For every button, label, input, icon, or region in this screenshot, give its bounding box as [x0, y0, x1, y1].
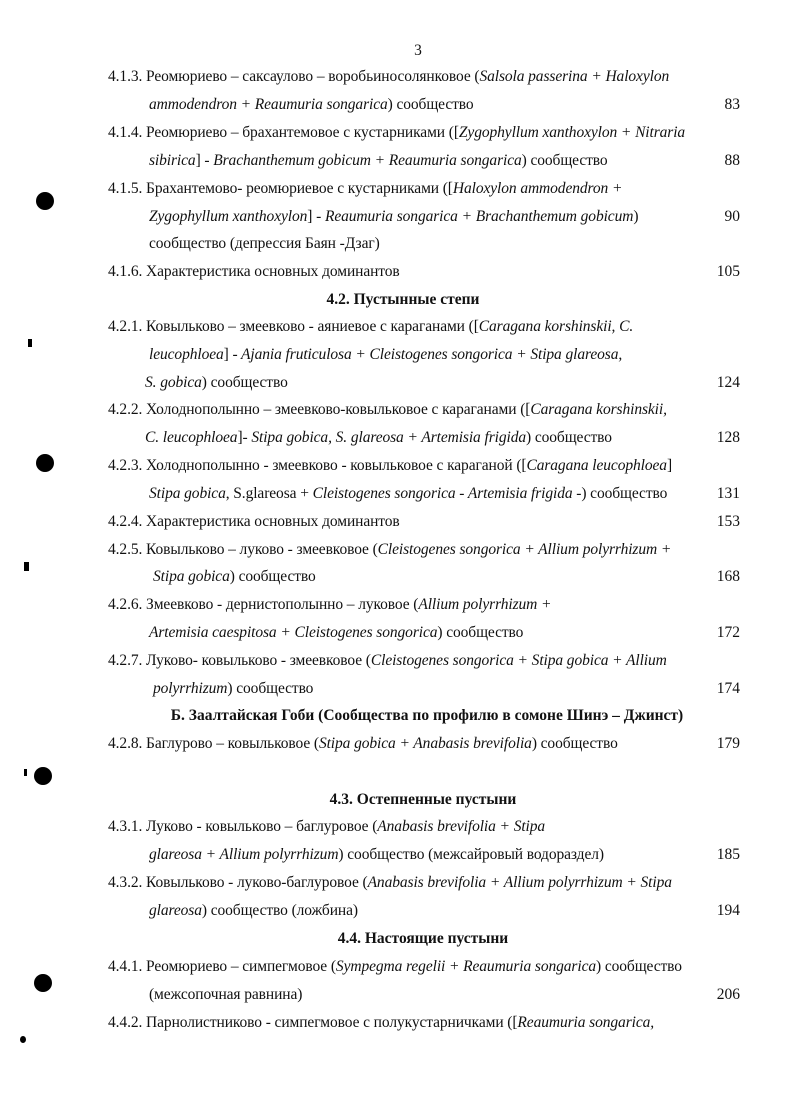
punch-hole-mark: [36, 454, 54, 472]
toc-page-ref: 90: [724, 208, 740, 225]
entry-text: ): [633, 208, 639, 225]
entry-text: 4.2.7. Луково- ковыльково - змеевковое (: [108, 652, 371, 669]
entry-text: 4.1.5. Брахантемово- реомюриевое с кустарниками ([: [108, 180, 453, 197]
latin-species-name: Artemisia caespitosa + Cleistogenes songorica: [149, 624, 438, 641]
entry-text: ) сообщество: [201, 374, 288, 391]
entry-text: 4.1.4. Реомюриево – брахантемовое с кустарниками ([: [108, 124, 459, 141]
punch-hole-mark: [34, 767, 52, 785]
toc-entry-line: [108, 817, 545, 837]
toc-entry-line: [145, 428, 612, 448]
toc-page-ref: 172: [716, 624, 740, 641]
toc-page-ref: 179: [716, 735, 740, 752]
toc-page-ref: 83: [724, 96, 740, 113]
latin-species-name: Stipa gobica: [149, 485, 226, 502]
entry-text: 4.2.3. Холоднополынно - змеевково - ковыльковое с караганой ([: [108, 457, 527, 474]
entry-text: -) сообщество: [572, 485, 668, 502]
toc-entry-line: [108, 540, 671, 560]
scan-mark: [20, 1036, 26, 1043]
entry-text: 4.2.4. Характеристика основных доминантов: [108, 513, 400, 530]
entry-text: ) сообщество: [521, 152, 608, 169]
latin-species-name: Caragana leucophloea: [526, 457, 667, 474]
latin-species-name: Allium polyrrhizum +: [418, 596, 552, 613]
entry-text: 4.2.5. Ковыльково – луково - змеевковое (: [108, 541, 378, 558]
entry-text: 4.4.2. Парнолистниково - симпегмовое с полукустарничками ([: [108, 1014, 518, 1031]
punch-hole-mark: [36, 192, 54, 210]
entry-text: ]-: [237, 429, 252, 446]
toc-entry-line: [108, 1013, 654, 1033]
entry-text: ) сообщество (межсайровый водораздел): [338, 846, 604, 863]
entry-text: 4.1.3. Реомюриево – саксаулово – воробьиносолянковое (: [108, 68, 480, 85]
toc-entry-line: [108, 179, 622, 199]
entry-text: 4.3.2. Ковыльково - луково-баглуровое (: [108, 874, 368, 891]
latin-species-name: C. leucophloea: [145, 429, 238, 446]
toc-entry-line: [108, 317, 633, 337]
toc-entry-line: [108, 957, 682, 977]
toc-entry-line: [149, 845, 604, 865]
latin-species-name: glareosa + Allium polyrrhizum: [149, 846, 339, 863]
toc-entry-line: [108, 734, 618, 754]
scan-mark: [24, 769, 27, 776]
toc-entry-line: [149, 207, 638, 227]
entry-text: ] -: [307, 208, 325, 225]
toc-page-ref: 131: [716, 485, 740, 502]
entry-text: ) сообщество: [531, 735, 618, 752]
entry-text: ) сообщество (ложбина): [201, 902, 358, 919]
toc-entry-line: [108, 873, 672, 893]
latin-species-name: Anabasis brevifolia + Stipa: [377, 818, 546, 835]
latin-species-name: Sympegma regelii + Reaumuria songarica: [335, 958, 596, 975]
entry-text: ) сообщество: [596, 958, 682, 975]
section-heading: Б. Заалтайская Гоби (Сообщества по профилю в сомоне Шинэ – Джинст): [170, 707, 684, 724]
latin-species-name: Cleistogenes songorica + Stipa gobica + Allium: [370, 652, 667, 669]
toc-page-ref: 185: [716, 846, 740, 863]
latin-species-name: Stipa gobica + Anabasis brevifolia: [318, 735, 532, 752]
latin-species-name: leucophloea: [149, 346, 224, 363]
punch-hole-mark: [34, 974, 52, 992]
entry-text: сообщество (депрессия Баян -Дзаг): [149, 235, 380, 252]
latin-species-name: Cleistogenes songorica - Artemisia frigida: [312, 485, 573, 502]
toc-entry-line: [149, 985, 302, 1005]
toc-entry-line: [149, 484, 667, 504]
toc-page-ref: 206: [716, 986, 740, 1003]
toc-entry-line: [108, 123, 685, 143]
entry-text: , S.glareosa +: [225, 485, 313, 502]
toc-entry-line: [108, 651, 667, 671]
latin-species-name: Salsola passerina + Haloxylon: [479, 68, 670, 85]
toc-page-ref: 194: [716, 902, 740, 919]
toc-entry-line: [153, 679, 313, 699]
toc-entry-line: [149, 623, 523, 643]
entry-text: 4.3.1. Луково - ковыльково – баглуровое (: [108, 818, 378, 835]
latin-species-name: Stipa gobica: [153, 568, 230, 585]
latin-species-name: Zygophyllum xanthoxylon: [149, 208, 308, 225]
entry-text: ) сообщество: [227, 680, 314, 697]
entry-text: 4.2.1. Ковыльково – змеевково - аяниевое с караганами ([: [108, 318, 479, 335]
toc-page-ref: 88: [724, 152, 740, 169]
latin-species-name: Reaumuria songarica,: [517, 1014, 655, 1031]
latin-species-name: S. gobica: [145, 374, 202, 391]
latin-species-name: glareosa: [149, 902, 202, 919]
latin-species-name: Anabasis brevifolia + Allium polyrrhizum + Stipa: [367, 874, 672, 891]
toc-entry-line: [108, 456, 672, 476]
entry-text: (межсопочная равнина): [149, 986, 303, 1003]
toc-page-ref: 168: [716, 568, 740, 585]
toc-entry-line: [149, 901, 358, 921]
latin-species-name: sibirica: [149, 152, 196, 169]
entry-text: ) сообщество: [526, 429, 612, 446]
entry-text: ]: [223, 346, 233, 363]
section-heading: 4.4. Настоящие пустыни: [337, 930, 509, 947]
latin-species-name: - Brachanthemum gobicum + Reaumuria songarica: [204, 152, 522, 169]
entry-text: ) сообщество: [229, 568, 316, 585]
entry-text: 4.4.1. Реомюриево – симпегмовое (: [108, 958, 336, 975]
entry-text: 4.2.6. Змеевково - дернистополынно – луковое (: [108, 596, 419, 613]
page-number: 3: [414, 42, 422, 59]
scan-mark: [24, 562, 29, 571]
toc-entry-line: [149, 234, 380, 254]
latin-species-name: polyrrhizum: [153, 680, 228, 697]
toc-page-ref: 124: [716, 374, 740, 391]
entry-text: ]: [195, 152, 205, 169]
latin-species-name: Caragana korshinskii, C.: [478, 318, 634, 335]
latin-species-name: Stipa gobica, S. glareosa + Artemisia frigida: [251, 429, 526, 446]
latin-species-name: Reaumuria songarica + Brachanthemum gobicum: [324, 208, 634, 225]
toc-entry-line: [108, 262, 400, 282]
latin-species-name: ammodendron + Reaumuria songarica: [149, 96, 388, 113]
section-heading: 4.2. Пустынные степи: [326, 291, 480, 308]
scan-mark: [28, 339, 32, 347]
entry-text: ) сообщество: [387, 96, 474, 113]
latin-species-name: Cleistogenes songorica + Allium polyrrhizum +: [377, 541, 672, 558]
latin-species-name: Zygophyllum xanthoxylon + Nitraria: [458, 124, 686, 141]
toc-page-ref: 153: [716, 513, 740, 530]
latin-species-name: Haloxylon ammodendron +: [452, 180, 623, 197]
toc-page-ref: 128: [716, 429, 740, 446]
entry-text: ]: [666, 457, 673, 474]
entry-text: ) сообщество: [437, 624, 524, 641]
toc-entry-line: [108, 595, 551, 615]
latin-species-name: Caragana korshinskii,: [530, 401, 667, 418]
entry-text: 4.1.6. Характеристика основных доминантов: [108, 263, 400, 280]
toc-page-ref: 174: [716, 680, 740, 697]
toc-entry-line: [108, 400, 667, 420]
toc-entry-line: [108, 512, 400, 532]
toc-page-ref: 105: [716, 263, 740, 280]
toc-entry-line: [149, 95, 474, 115]
entry-text: 4.2.8. Баглурово – ковыльковое (: [108, 735, 319, 752]
toc-entry-line: [149, 151, 608, 171]
toc-entry-line: [153, 567, 316, 587]
toc-entry-line: [145, 373, 288, 393]
toc-entry-line: [108, 67, 669, 87]
latin-species-name: - Ajania fruticulosa + Cleistogenes songorica + Stipa glareosa,: [232, 346, 623, 363]
entry-text: 4.2.2. Холоднополынно – змеевково-ковыльковое с караганами ([: [108, 401, 531, 418]
toc-entry-line: [149, 345, 622, 365]
section-heading: 4.3. Остепненные пустыни: [329, 791, 517, 808]
